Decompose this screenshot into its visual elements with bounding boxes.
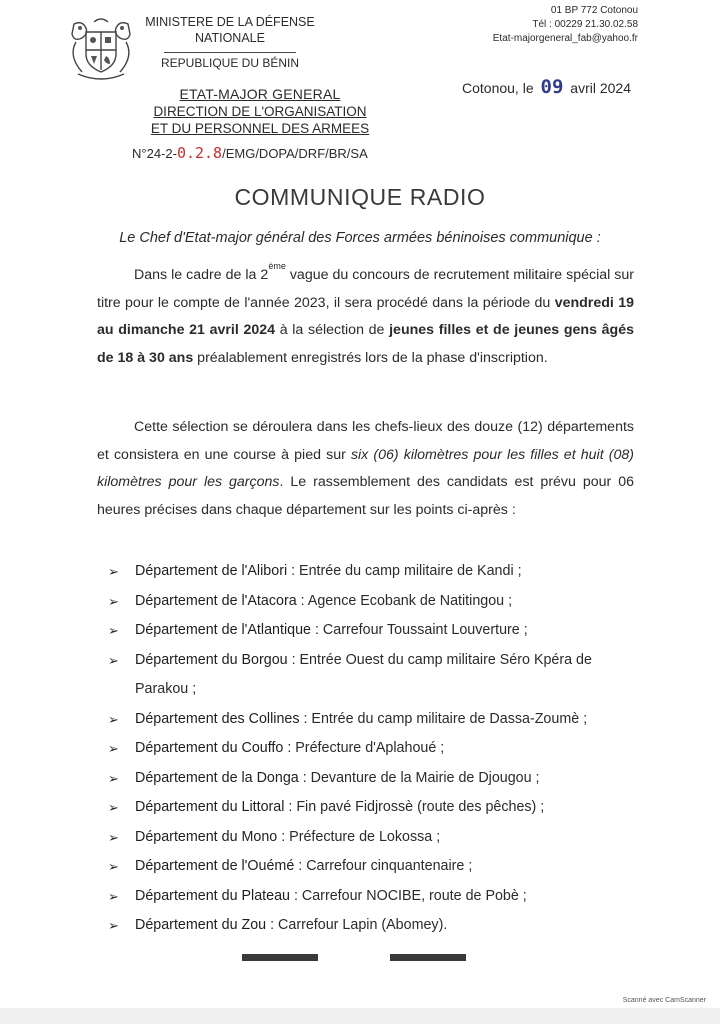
handwritten-day: 09 [540, 76, 564, 98]
ministry-line-1: MINISTERE DE LA DÉFENSE [145, 15, 315, 29]
scan-bottom-band [0, 1008, 720, 1024]
end-mark-right [390, 954, 466, 961]
place-and-date [462, 76, 631, 98]
arrow-bullet-icon: ➢ [108, 918, 119, 933]
staff-line-1: ETAT-MAJOR GENERAL [179, 86, 341, 102]
end-mark-left [242, 954, 318, 961]
department-list [108, 557, 648, 941]
arrow-bullet-icon: ➢ [108, 859, 119, 874]
arrow-bullet-icon: ➢ [108, 652, 119, 668]
list-item: ➢ Département de l'Atacora : Agence Ecobank de Natitingou ; [108, 587, 648, 617]
republic-name: REPUBLIQUE DU BÉNIN [160, 56, 300, 70]
paragraph-1: Dans le cadre de la 2ème vague du concours de recrutement militaire spécial sur titre pour le compte de l'année 2023, il sera procédé dans la période du vendredi 19 au dimanche 21 avril 2024 à la sélection de jeunes filles et de jeunes gens âgés de 18 à 30 ans préalablement enregistrés lors de la phase d'inscription. [97, 261, 634, 366]
benin-coat-of-arms-emblem [64, 18, 138, 82]
city-label: Cotonou, le [462, 80, 534, 96]
list-item: ➢ Département des Collines : Entrée du camp militaire de Dassa-Zoumè ; [108, 705, 648, 735]
ministry-line-2: NATIONALE [195, 31, 265, 45]
staff-header [134, 86, 386, 137]
list-item: ➢ Département du Plateau : Carrefour NOCIBE, route de Pobè ; [108, 882, 648, 912]
arrow-bullet-icon: ➢ [108, 593, 119, 609]
contact-email: Etat-majorgeneral_fab@yahoo.fr [492, 33, 638, 44]
arrow-bullet-icon: ➢ [108, 741, 119, 756]
intro-line: Le Chef d'Etat-major général des Forces armées béninoises communique : [119, 230, 601, 246]
paragraph-2: Cette sélection se déroulera dans les chefs-lieux des douze (12) départements et consistera en une course à pied sur six (06) kilomètres pour les filles et huit (08) kilomètres pour les garçons. Le rassemblement des candidats est prévu pour 06 heures précises dans chaque département sur les points ci-après : [97, 419, 634, 518]
list-item: ➢ Département de l'Alibori : Entrée du camp militaire de Kandi ; [108, 557, 648, 587]
contact-address: 01 BP 772 Cotonou [550, 5, 638, 16]
list-item: ➢ Département du Borgou : Entrée Ouest du camp militaire Séro Kpéra de Parakou ; [108, 646, 648, 705]
list-item: ➢ Département de la Donga : Devanture de la Mairie de Djougou ; [108, 764, 648, 794]
staff-line-3: ET DU PERSONNEL DES ARMEES [150, 121, 370, 136]
list-item: ➢ Département de l'Ouémé : Carrefour cinquantenaire ; [108, 852, 648, 882]
staff-line-2: DIRECTION DE L'ORGANISATION [153, 104, 367, 119]
contact-block [493, 4, 638, 46]
list-item: ➢ Département du Mono : Préfecture de Lokossa ; [108, 823, 648, 853]
arrow-bullet-icon: ➢ [108, 623, 119, 638]
list-item: ➢ Département de l'Atlantique : Carrefour Toussaint Louverture ; [108, 616, 648, 646]
reference-number [132, 144, 368, 162]
arrow-bullet-icon: ➢ [108, 800, 119, 815]
arrow-bullet-icon: ➢ [108, 770, 119, 786]
arrow-bullet-icon: ➢ [108, 564, 119, 579]
handwritten-ref-number: 0.2.8 [176, 144, 223, 162]
ref-prefix: N°24-2- [132, 146, 177, 161]
list-item: ➢ Département du Couffo : Préfecture d'Aplahoué ; [108, 734, 648, 764]
document-title: COMMUNIQUE RADIO [234, 184, 486, 210]
list-item: ➢ Département du Littoral : Fin pavé Fidjrossè (route des pêches) ; [108, 793, 648, 823]
ref-suffix: /EMG/DOPA/DRF/BR/SA [222, 146, 368, 161]
list-item: ➢ Département du Zou : Carrefour Lapin (Abomey). [108, 911, 648, 941]
arrow-bullet-icon: ➢ [108, 888, 119, 904]
ministry-divider [164, 52, 296, 53]
arrow-bullet-icon: ➢ [108, 711, 119, 727]
month-year: avril 2024 [570, 80, 631, 96]
scanner-watermark: Scanné avec CamScanner [622, 997, 706, 1004]
ministry-header [140, 14, 320, 71]
contact-phone: Tél : 00229 21.30.02.58 [532, 19, 638, 30]
end-marks [0, 954, 720, 964]
arrow-bullet-icon: ➢ [108, 829, 119, 845]
